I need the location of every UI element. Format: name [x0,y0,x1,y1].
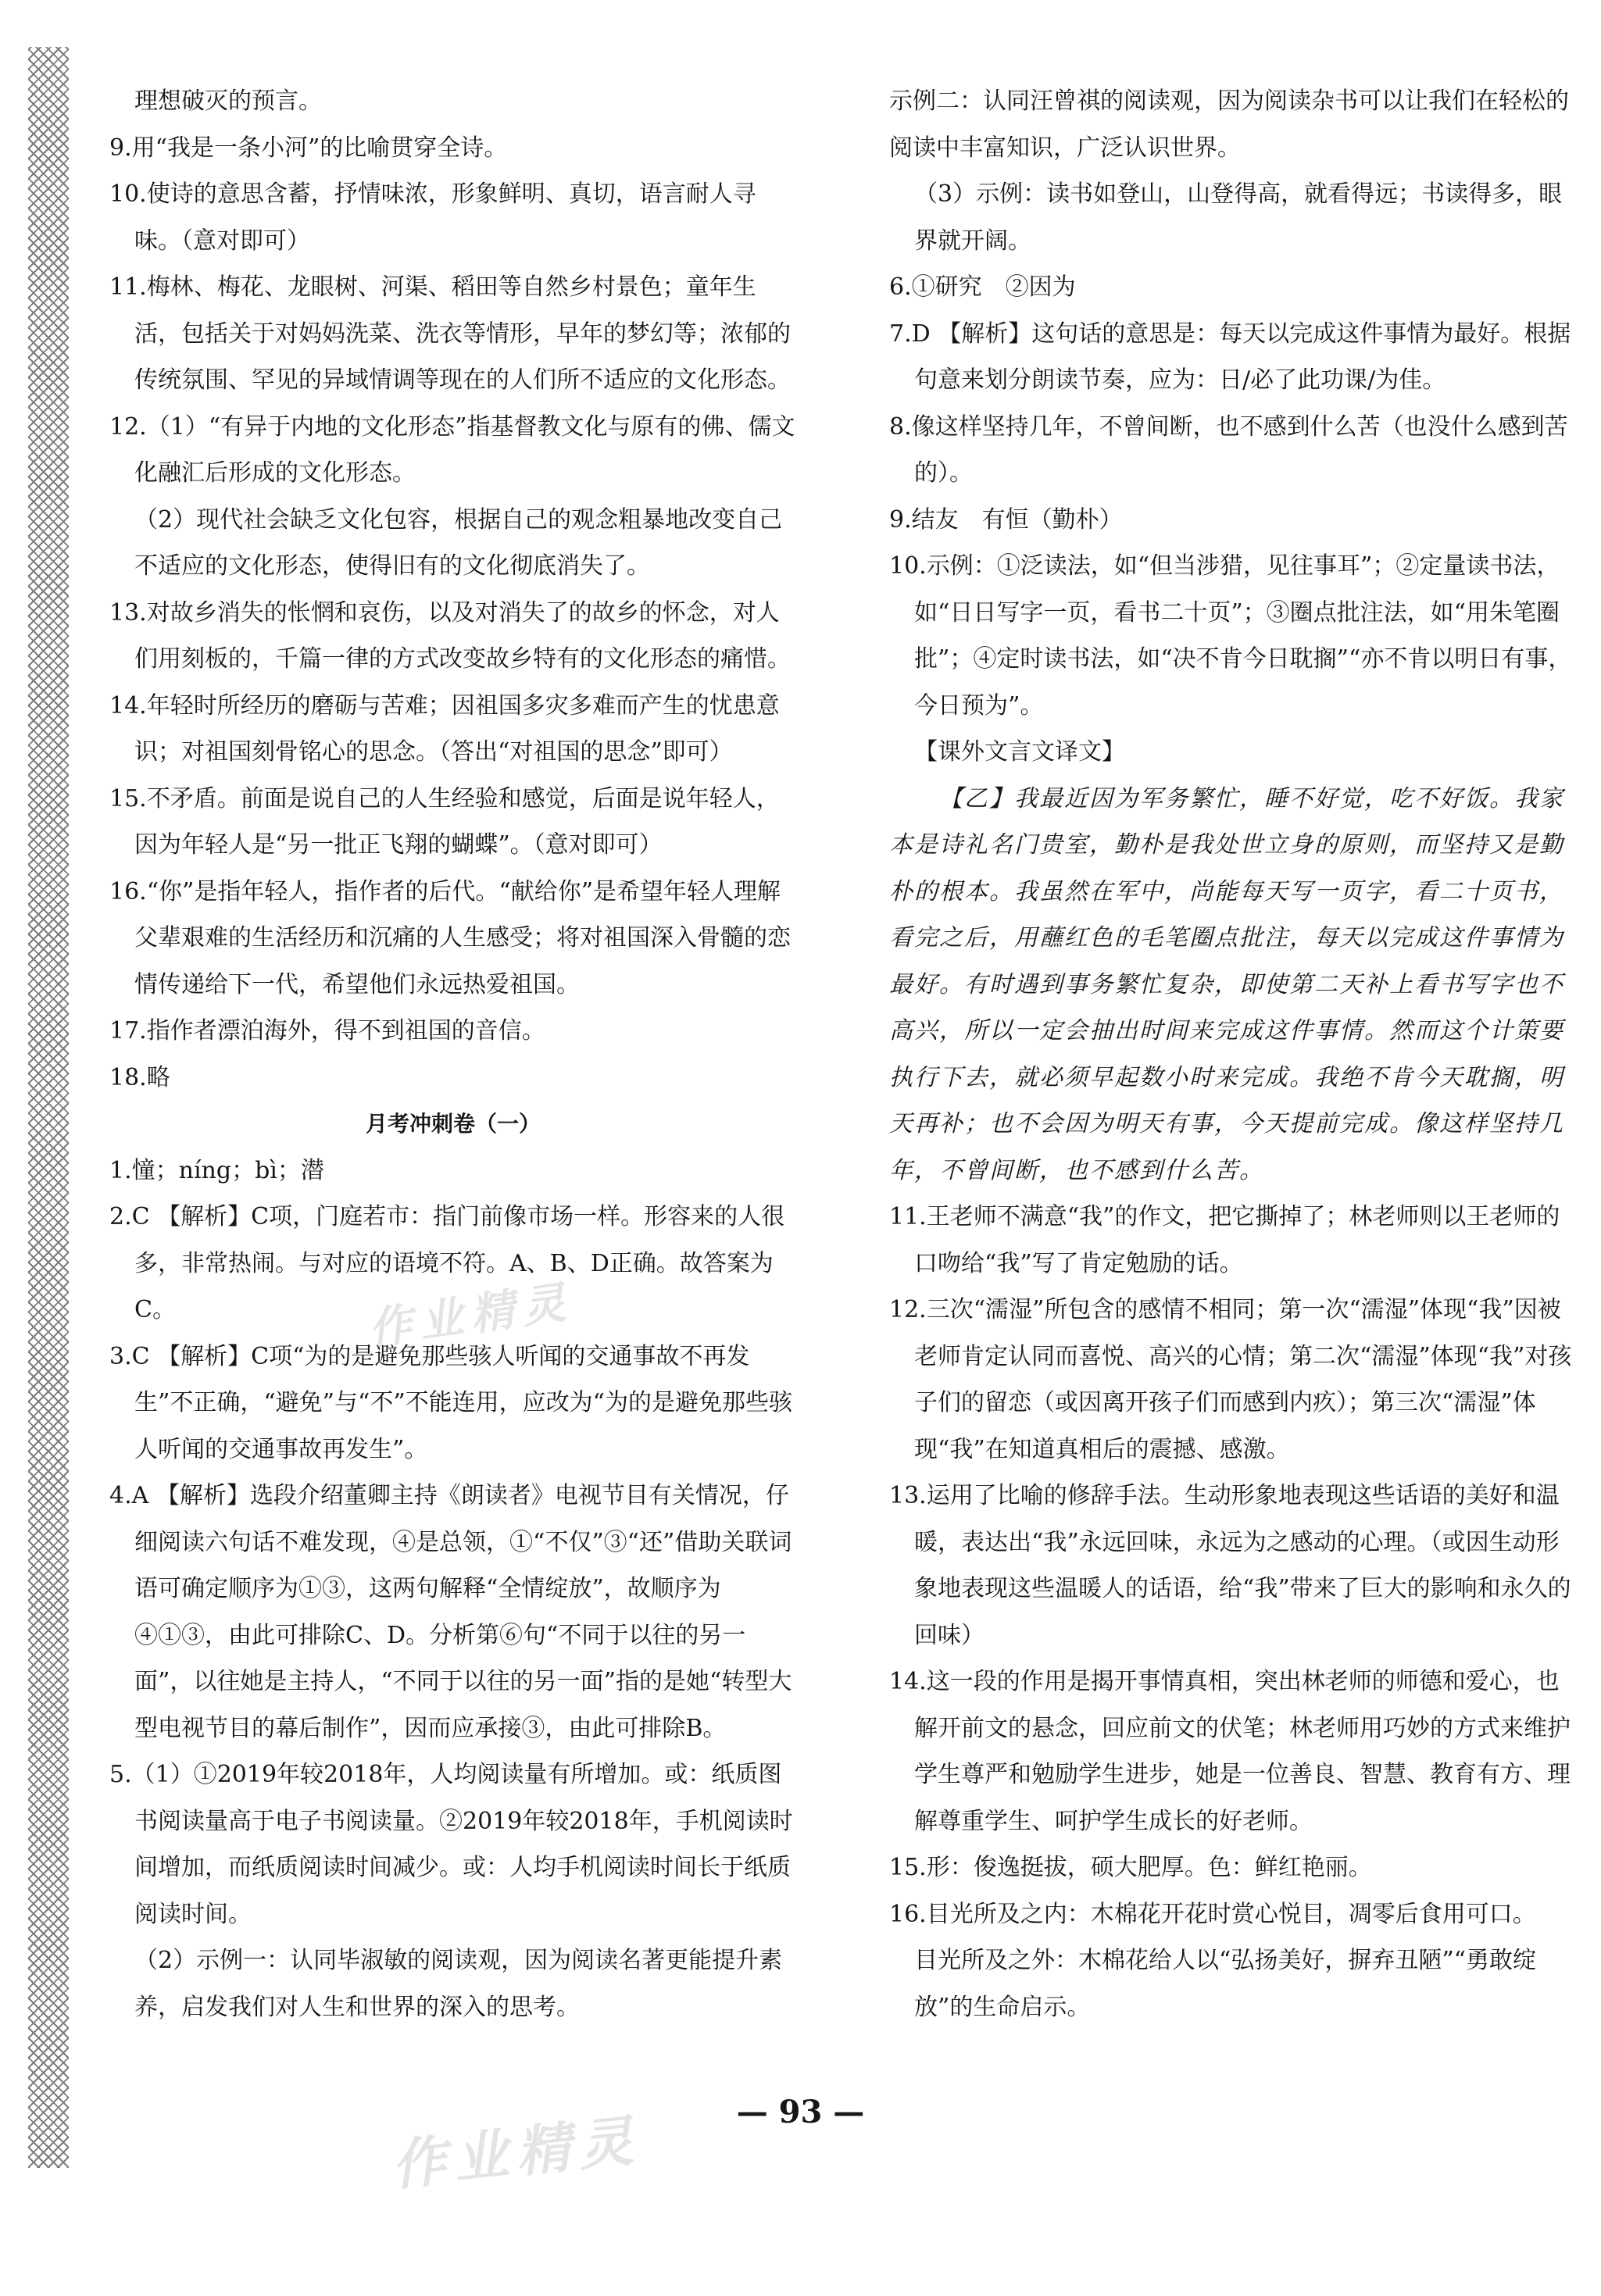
answer-paragraph: 8.像这样坚持几年，不曾间断，也不感到什么苦（也没什么感到苦的）。 [889,412,1568,487]
answer-paragraph: 13.运用了比喻的修辞手法。生动形象地表现这些话语的美好和温暖，表达出“我”永远回味，永远为之感动的心理。（或因生动形象地表现这些温暖人的话语，给“我”带来了巨大的影响和永久的回味） [889,1482,1571,1649]
section-heading: 月考冲刺卷（一） [365,1111,541,1137]
answer-paragraph: 【乙】我最近因为军务繁忙，睡不好觉，吃不好饭。我家本是诗礼名门贵室，勤朴是我处世立身的原则，而坚持又是勤朴的根本。我虽然在军中，尚能每天写一页字，看二十页书，看完之后，用蘸红色的毛笔圈点批注，每天以完成这件事情为最好。有时遇到事务繁忙复杂，即使第二天补上看书写字也不高兴，所以一定会抽出时间来完成这件事情。然而这个计策要执行下去，就必须早起数小时来完成。我绝不肯今天耽搁，明天再补；也不会因为明天有事，今天提前完成。像这样坚持几年，不曾间断，也不感到什么苦。 [889,784,1564,1184]
answer-paragraph: 16.“你”是指年轻人，指作者的后代。“献给你”是希望年轻人理解父辈艰难的生活经历和沉痛的人生感受；将对祖国深入骨髓的恋情传递给下一代，希望他们永远热爱祖国。 [109,877,791,998]
watermark: 作业精灵 [365,1276,577,1356]
answer-paragraph: 5.（1）①2019年较2018年，人均阅读量有所增加。或：纸质图书阅读量高于电子书阅读量。②2019年较2018年，手机阅读时间增加，而纸质阅读时间减少。或：人均手机阅读时间长于纸质阅读时间。 [109,1761,793,1928]
answer-paragraph: 16.目光所及之内：木棉花开花时赏心悦目，凋零后食用可口。 [889,1900,1536,1928]
answer-paragraph: 17.指作者漂泊海外，得不到祖国的音信。 [109,1017,545,1044]
answer-paragraph: 示例二：认同汪曾祺的阅读观，因为阅读杂书可以让我们在轻松的阅读中丰富知识，广泛认识世界。 [889,87,1569,162]
left-column [109,78,797,2030]
answer-paragraph: 15.不矛盾。前面是说自己的人生经验和感觉，后面是说年轻人，因为年轻人是“另一批正飞翔的蝴蝶”。（意对即可） [109,784,780,859]
answer-paragraph: 2.C 【解析】C项，门庭若市：指门前像市场一样。形容来的人很多，非常热闹。与对应的语境不符。A、B、D正确。故答案为C。 [109,1203,785,1323]
answer-paragraph: （2）示例一：认同毕淑敏的阅读观，因为阅读名著更能提升素养，启发我们对人生和世界的深入的思考。 [134,1947,783,2021]
answer-paragraph: （2）现代社会缺乏文化包容，根据自己的观念粗暴地改变自己不适应的文化形态，使得旧有的文化彻底消失了。 [134,505,783,580]
answer-paragraph: 13.对故乡消失的怅惘和哀伤，以及对消失了的故乡的怀念，对人们用刻板的，千篇一律的方式改变故乡特有的文化形态的痛惜。 [109,598,791,673]
answer-paragraph: 12.三次“濡湿”所包含的感情不相同；第一次“濡湿”体现“我”因被老师肯定认同而喜悦、高兴的心情；第二次“濡湿”体现“我”对孩子们的留恋（或因离开孩子们而感到内疚）；第三次“濡湿”体现“我”在知道真相后的震撼、感激。 [889,1296,1572,1463]
answer-paragraph: 【课外文言文译文】 [914,738,1125,766]
answer-paragraph: 9.用“我是一条小河”的比喻贯穿全诗。 [109,134,508,162]
answer-paragraph: 1.憧；níng；bì；潜 [109,1156,324,1184]
answer-paragraph: 10.使诗的意思含蓄，抒情味浓，形象鲜明、真切，语言耐人寻味。（意对即可） [109,180,756,255]
answer-paragraph: 11.王老师不满意“我”的作文，把它撕掉了；林老师则以王老师的口吻给“我”写了肯定勉励的话。 [889,1203,1560,1277]
answer-paragraph: 11.梅林、梅花、龙眼树、河渠、稻田等自然乡村景色；童年生活，包括关于对妈妈洗菜、洗衣等情形，早年的梦幻等；浓郁的传统氛围、罕见的异域情调等现在的人们所不适应的文化形态。 [109,273,791,394]
right-column [889,78,1577,2030]
answer-paragraph: 18.略 [109,1063,170,1091]
answer-paragraph: 9.结友 有恒（勤朴） [889,505,1123,534]
answer-paragraph: 14.这一段的作用是揭开事情真相，突出林老师的师德和爱心，也解开前文的悬念，回应前文的伏笔；林老师用巧妙的方式来维护学生尊严和勉励学生进步，她是一位善良、智慧、教育有方、理解尊重学生、呵护学生成长的好老师。 [889,1668,1571,1835]
answer-paragraph: 6.①研究 ②因为 [889,273,1076,301]
answer-paragraph: 14.年轻时所经历的磨砺与苦难；因祖国多灾多难而产生的忧患意识；对祖国刻骨铭心的思念。（答出“对祖国的思念”即可） [109,691,780,766]
answer-paragraph: 3.C 【解析】C项“为的是避免那些骇人听闻的交通事故不再发生”不正确，“避免”与“不”不能连用，应改为“为的是避免那些骇人听闻的交通事故再发生”。 [109,1342,793,1463]
answer-paragraph: 目光所及之外：木棉花给人以“弘扬美好，摒弃丑陋”“勇敢绽放”的生命启示。 [914,1947,1537,2021]
answer-paragraph: （3）示例：读书如登山，山登得高，就看得远；书读得多，眼界就开阔。 [914,180,1563,255]
answer-paragraph: 15.形：俊逸挺拔，硕大肥厚。色：鲜红艳丽。 [889,1854,1372,1881]
watermark: 作业精灵 [388,2108,644,2198]
answer-paragraph: 10.示例：①泛读法，如“但当涉猎，见往事耳”；②定量读书法，如“日日写字一页，看书二十页”；③圈点批注法，如“用朱笔圈批”；④定时读书法，如“决不肯今日耽搁”“亦不肯以明日有事，今日预为”。 [889,552,1572,720]
answer-paragraph: 12.（1）“有异于内地的文化形态”指基督教文化与原有的佛、儒文化融汇后形成的文化形态。 [109,412,795,487]
page-number: — 93 — [736,2094,865,2130]
answer-paragraph: 理想破灭的预言。 [134,87,322,115]
answer-paragraph: 4.A 【解析】选段介绍董卿主持《朗读者》电视节目有关情况，仔细阅读六句话不难发现，④是总领，①“不仅”③“还”借助关联词语可确定顺序为①③，这两句解释“全情绽放”，故顺序为④①③，由此可排除C、D。分析第⑥句“不同于以往的另一面”，以往她是主持人，“不同于以往的另一面”指的是她“转型大型电视节目的幕后制作”，因而应承接③，由此可排除B。 [109,1482,792,1742]
binding-edge-pattern [28,47,69,2168]
answer-paragraph: 7.D 【解析】这句话的意思是：每天以完成这件事情为最好。根据句意来划分朗读节奏，应为：日/必了此功课/为佳。 [889,320,1571,394]
